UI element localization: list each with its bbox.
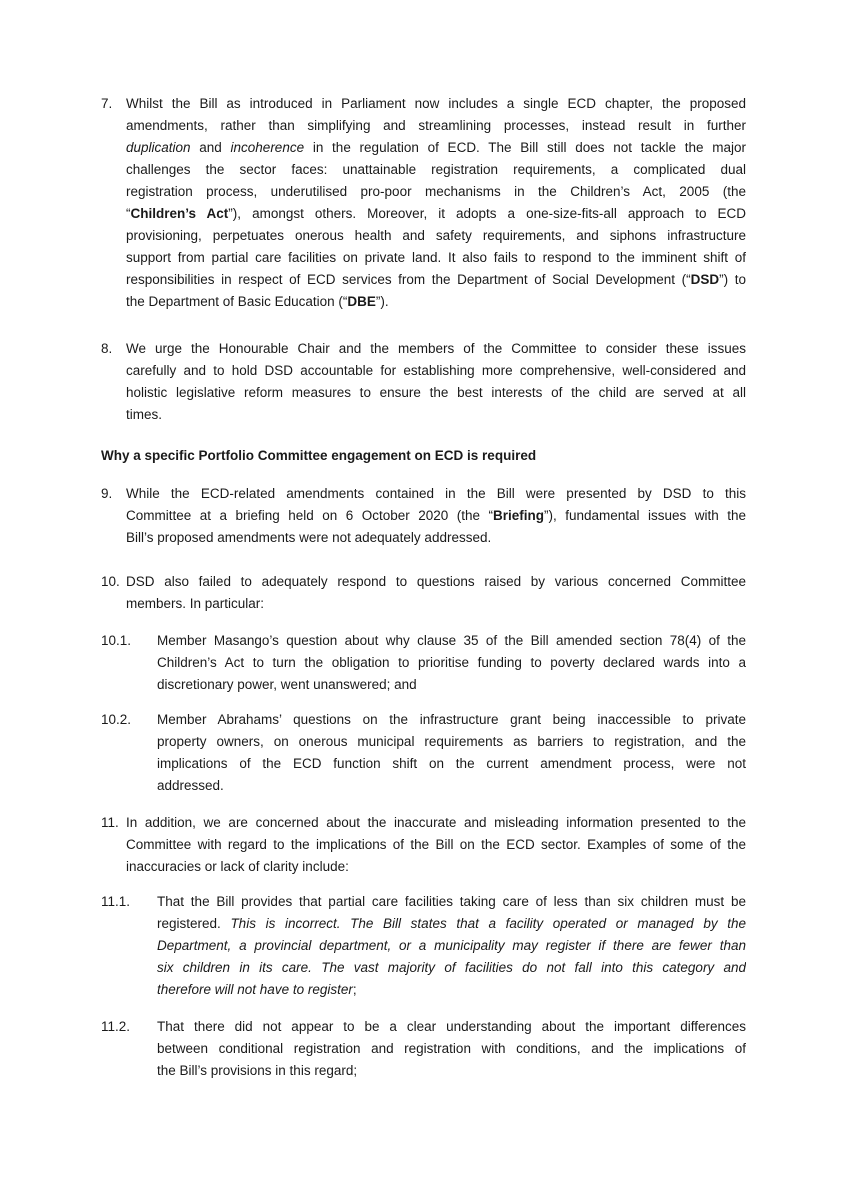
- text-run: challenges the sector faces: unattainable registration requirements, a complicated dual: [126, 162, 746, 177]
- text-run: ;: [352, 982, 357, 997]
- text-line: [157, 913, 746, 935]
- text-line: [126, 338, 746, 360]
- italic-text: This is incorrect. The Bill states that a facility operated or managed by the: [230, 916, 746, 931]
- italic-text: duplication: [126, 140, 191, 155]
- text-line: [157, 891, 746, 913]
- text-run: “: [126, 206, 131, 221]
- text-line: [157, 1038, 746, 1060]
- paragraph-number: 10.1.: [101, 633, 132, 648]
- text-line: [157, 731, 746, 753]
- text-run: addressed.: [157, 778, 224, 793]
- text-run: registered.: [157, 916, 231, 931]
- text-line: [126, 181, 746, 203]
- text-run: In addition, we are concerned about the inaccurate and misleading information presented to the: [126, 815, 746, 830]
- italic-text: six children in its care. The vast majority of facilities do not fall into this category and: [157, 960, 746, 975]
- text-run: Committee at a briefing held on 6 October 2020 (the “: [126, 508, 493, 523]
- text-line: [157, 709, 746, 731]
- paragraph-number: 7.: [101, 96, 113, 111]
- text-run: Bill’s proposed amendments were not adequately addressed.: [126, 530, 492, 545]
- paragraph-number: 10.2.: [101, 712, 132, 727]
- text-run: Member Abrahams’ questions on the infrastructure grant being inaccessible to private: [157, 712, 746, 727]
- bold-term: DSD: [690, 272, 720, 287]
- text-line: [126, 593, 746, 615]
- text-run: inaccuracies or lack of clarity include:: [126, 859, 349, 874]
- paragraph-number: 10.: [101, 574, 120, 589]
- text-run: amendments, rather than simplifying and streamlining processes, instead result in further: [126, 118, 746, 133]
- paragraph-text: [126, 93, 746, 313]
- text-run: the Department of Basic Education (“: [126, 294, 348, 309]
- text-line: [126, 291, 746, 313]
- bold-term: Children’s Act: [130, 206, 229, 221]
- paragraph-number: 11.1.: [101, 894, 131, 909]
- paragraph-number: 8.: [101, 341, 113, 356]
- text-run: holistic legislative reform measures to ensure the best interests of the child are served at all: [126, 385, 746, 400]
- text-line: [126, 404, 746, 426]
- text-line: [126, 812, 746, 834]
- text-run: between conditional registration and registration with conditions, and the implications of: [157, 1041, 746, 1056]
- paragraph-number: 11.: [101, 815, 119, 830]
- text-run: ”) to: [719, 272, 746, 287]
- text-run: property owners, on onerous municipal requirements as barriers to registration, and the: [157, 734, 746, 749]
- text-run: the Bill’s provisions in this regard;: [157, 1063, 358, 1078]
- italic-text: incoherence: [230, 140, 305, 155]
- text-line: [157, 753, 746, 775]
- text-run: in the regulation of ECD. The Bill still does not tackle the major: [304, 140, 746, 155]
- text-line: [157, 775, 746, 797]
- text-run: Committee with regard to the implications of the Bill on the ECD sector. Examples of some of the: [126, 837, 746, 852]
- text-run: That there did not appear to be a clear understanding about the important differences: [157, 1019, 746, 1034]
- paragraph-number: 9.: [101, 486, 113, 501]
- text-line: [126, 93, 746, 115]
- text-run: and: [190, 140, 231, 155]
- text-line: [126, 203, 746, 225]
- paragraph-text: [126, 812, 746, 878]
- text-line: [126, 115, 746, 137]
- text-line: [126, 834, 746, 856]
- text-run: carefully and to hold DSD accountable for establishing more comprehensive, well-considered and: [126, 363, 746, 378]
- text-run: While the ECD-related amendments contained in the Bill were presented by DSD to this: [126, 486, 746, 501]
- text-line: [126, 483, 746, 505]
- bold-term: DBE: [347, 294, 376, 309]
- bold-term: Briefing: [492, 508, 544, 523]
- text-line: [126, 360, 746, 382]
- text-run: provisioning, perpetuates onerous health and safety requirements, and siphons infrastructure: [126, 228, 746, 243]
- text-line: [157, 935, 746, 957]
- text-run: responsibilities in respect of ECD services from the Department of Social Development (“: [126, 272, 691, 287]
- text-run: support from partial care facilities on private land. It also fails to respond to the imminent shift of: [126, 250, 746, 265]
- text-line: [157, 979, 746, 1001]
- section-heading: Why a specific Portfolio Committee engagement on ECD is required: [101, 448, 537, 463]
- text-line: [126, 225, 746, 247]
- paragraph-text: [157, 1016, 746, 1082]
- paragraph-text: [157, 709, 746, 797]
- text-run: discretionary power, went unanswered; and: [157, 677, 417, 692]
- text-line: [126, 382, 746, 404]
- text-line: [126, 571, 746, 593]
- text-run: Member Masango’s question about why clause 35 of the Bill amended section 78(4) of the: [157, 633, 746, 648]
- text-run: Children’s Act to turn the obligation to prioritise funding to poverty declared wards into a: [157, 655, 746, 670]
- text-run: ”), fundamental issues with the: [543, 508, 746, 523]
- text-line: [157, 1060, 746, 1082]
- text-line: [126, 159, 746, 181]
- text-line: [157, 674, 746, 696]
- paragraph-number: 11.2.: [101, 1019, 131, 1034]
- paragraph-text: [126, 338, 746, 426]
- text-line: [126, 137, 746, 159]
- text-run: DSD also failed to adequately respond to questions raised by various concerned Committee: [126, 574, 746, 589]
- text-run: registration process, underutilised pro-poor mechanisms in the Children’s Act, 2005 (the: [126, 184, 746, 199]
- text-line: [126, 269, 746, 291]
- text-run: members. In particular:: [126, 596, 265, 611]
- text-run: We urge the Honourable Chair and the members of the Committee to consider these issues: [126, 341, 746, 356]
- paragraph-text: [126, 571, 746, 615]
- text-line: [126, 247, 746, 269]
- text-run: Whilst the Bill as introduced in Parliament now includes a single ECD chapter, the proposed: [126, 96, 746, 111]
- paragraph-text: [126, 483, 746, 549]
- text-run: times.: [126, 407, 163, 422]
- text-run: ”), amongst others. Moreover, it adopts a one-size-fits-all approach to ECD: [228, 206, 746, 221]
- text-line: [126, 856, 746, 878]
- paragraph-text: [157, 891, 746, 1001]
- text-run: ”).: [375, 294, 389, 309]
- text-line: [157, 630, 746, 652]
- text-line: [126, 505, 746, 527]
- text-run: implications of the ECD function shift on the current amendment process, were not: [157, 756, 746, 771]
- italic-text: Department, a provincial department, or a municipality may register if there are fewer than: [157, 938, 746, 953]
- text-line: [126, 527, 746, 549]
- text-line: [157, 1016, 746, 1038]
- text-line: [157, 652, 746, 674]
- text-line: [157, 957, 746, 979]
- text-run: That the Bill provides that partial care facilities taking care of less than six children must be: [157, 894, 746, 909]
- italic-text: therefore will not have to register: [157, 982, 353, 997]
- paragraph-text: [157, 630, 746, 696]
